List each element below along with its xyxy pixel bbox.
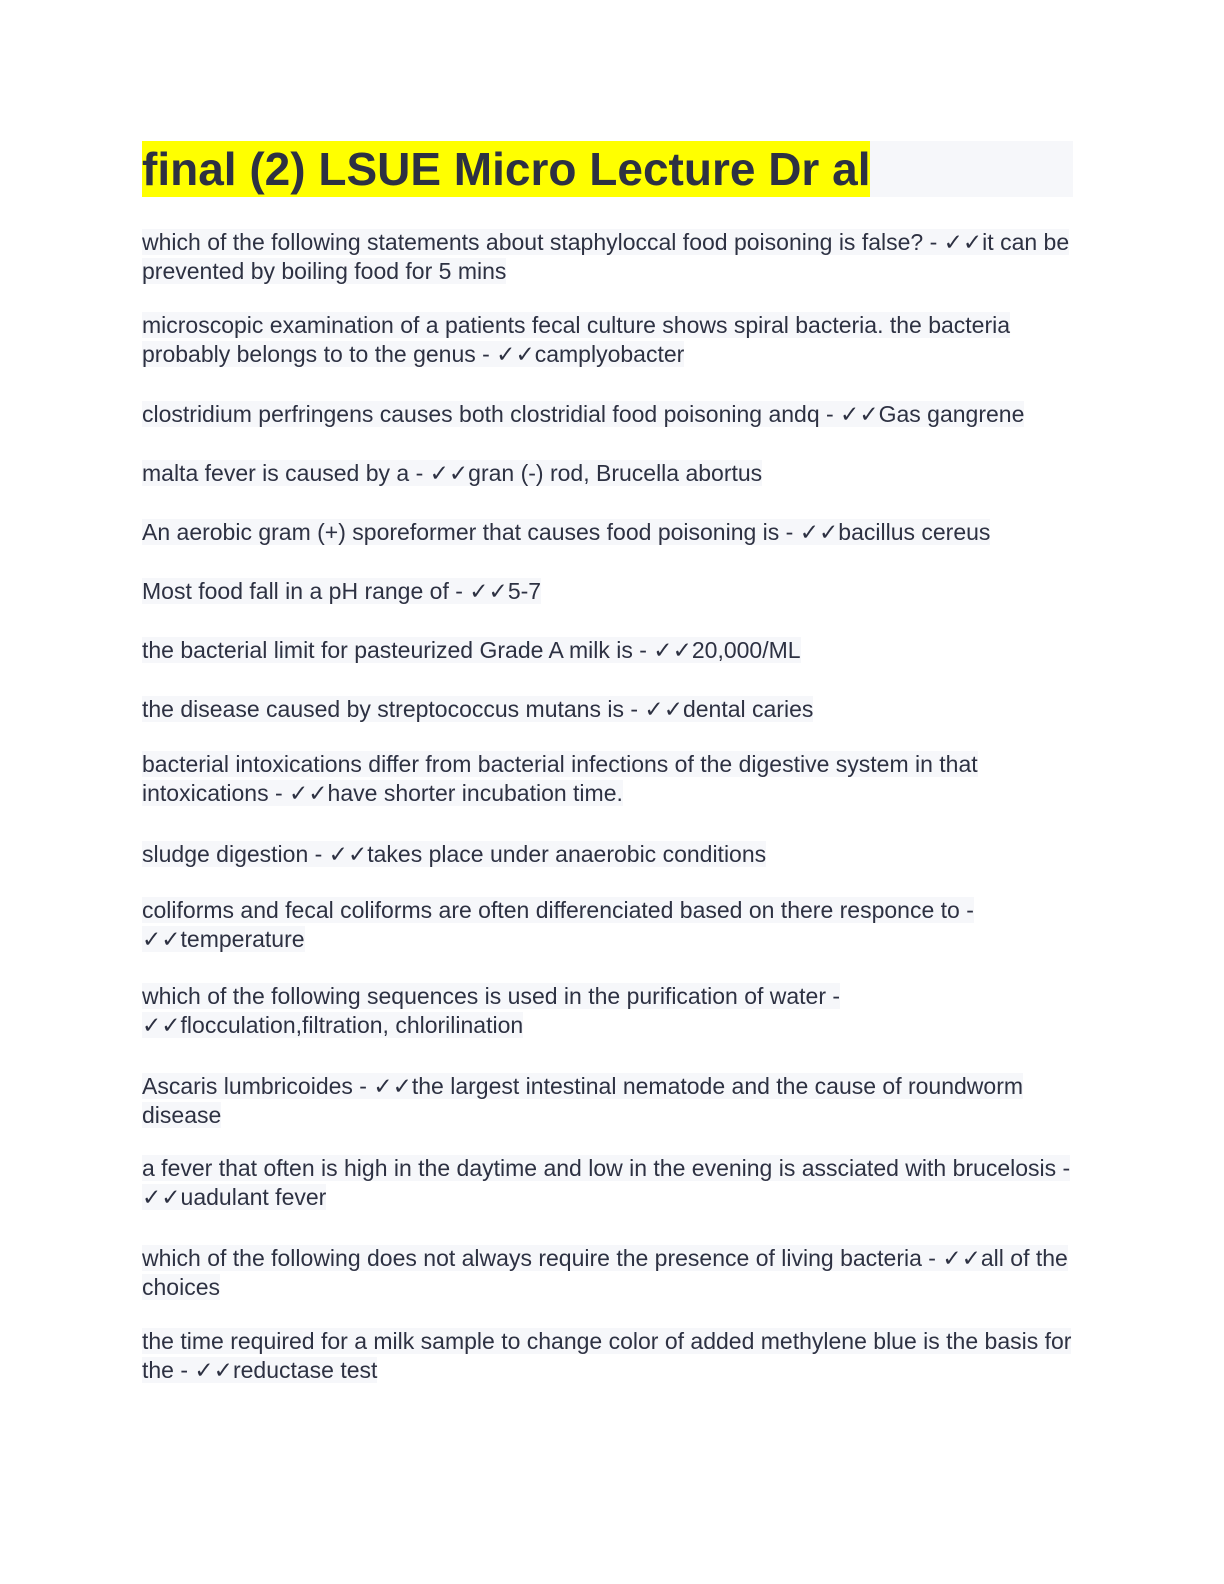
qa-text: An aerobic gram (+) sporeformer that causes food poisoning is - ✓✓bacillus cereus xyxy=(142,519,991,545)
qa-item-12 xyxy=(142,982,1077,1040)
qa-item-10 xyxy=(142,840,1077,869)
qa-text: the bacterial limit for pasteurized Grade A milk is - ✓✓20,000/ML xyxy=(142,637,801,663)
qa-item-11 xyxy=(142,896,1077,954)
qa-text: sludge digestion - ✓✓takes place under anaerobic conditions xyxy=(142,841,767,867)
qa-item-9 xyxy=(142,750,1077,808)
qa-text: the disease caused by streptococcus mutans is - ✓✓dental caries xyxy=(142,696,814,722)
qa-text: a fever that often is high in the daytime and low in the evening is assciated with brucelosis - ✓✓uadulant fever xyxy=(142,1155,1071,1210)
qa-text: which of the following does not always require the presence of living bacteria - ✓✓all of the choices xyxy=(142,1245,1068,1300)
qa-item-16 xyxy=(142,1327,1077,1385)
qa-item-15 xyxy=(142,1244,1077,1302)
qa-text: which of the following sequences is used in the purification of water - ✓✓flocculation,filtration, chlorilination xyxy=(142,983,841,1038)
qa-text: microscopic examination of a patients fecal culture shows spiral bacteria. the bacteria probably belongs to to the genus - ✓✓camplyobacter xyxy=(142,312,1011,367)
title-row xyxy=(142,141,1073,197)
qa-item-1 xyxy=(142,228,1077,286)
qa-item-5 xyxy=(142,518,1077,547)
qa-text: which of the following statements about staphyloccal food poisoning is false? - ✓✓it can be prevented by boiling food for 5 mins xyxy=(142,229,1070,284)
qa-item-13 xyxy=(142,1072,1077,1130)
document-title: final (2) LSUE Micro Lecture Dr al xyxy=(142,143,871,195)
qa-text: bacterial intoxications differ from bacterial infections of the digestive system in that intoxications - ✓✓have shorter incubation time. xyxy=(142,751,978,806)
qa-item-6 xyxy=(142,577,1077,606)
qa-text: Most food fall in a pH range of - ✓✓5-7 xyxy=(142,578,542,604)
qa-item-4 xyxy=(142,459,1077,488)
qa-text: clostridium perfringens causes both clostridial food poisoning andq - ✓✓Gas gangrene xyxy=(142,401,1025,427)
qa-text: coliforms and fecal coliforms are often differenciated based on there responce to - ✓✓temperature xyxy=(142,897,974,952)
qa-item-14 xyxy=(142,1154,1077,1212)
qa-text: Ascaris lumbricoides - ✓✓the largest intestinal nematode and the cause of roundworm disease xyxy=(142,1073,1024,1128)
qa-item-7 xyxy=(142,636,1077,665)
qa-text: the time required for a milk sample to change color of added methylene blue is the basis for the - ✓✓reductase test xyxy=(142,1328,1072,1383)
qa-item-2 xyxy=(142,311,1077,369)
qa-text: malta fever is caused by a - ✓✓gran (-) rod, Brucella abortus xyxy=(142,460,763,486)
qa-item-3 xyxy=(142,400,1077,429)
qa-item-8 xyxy=(142,695,1077,724)
